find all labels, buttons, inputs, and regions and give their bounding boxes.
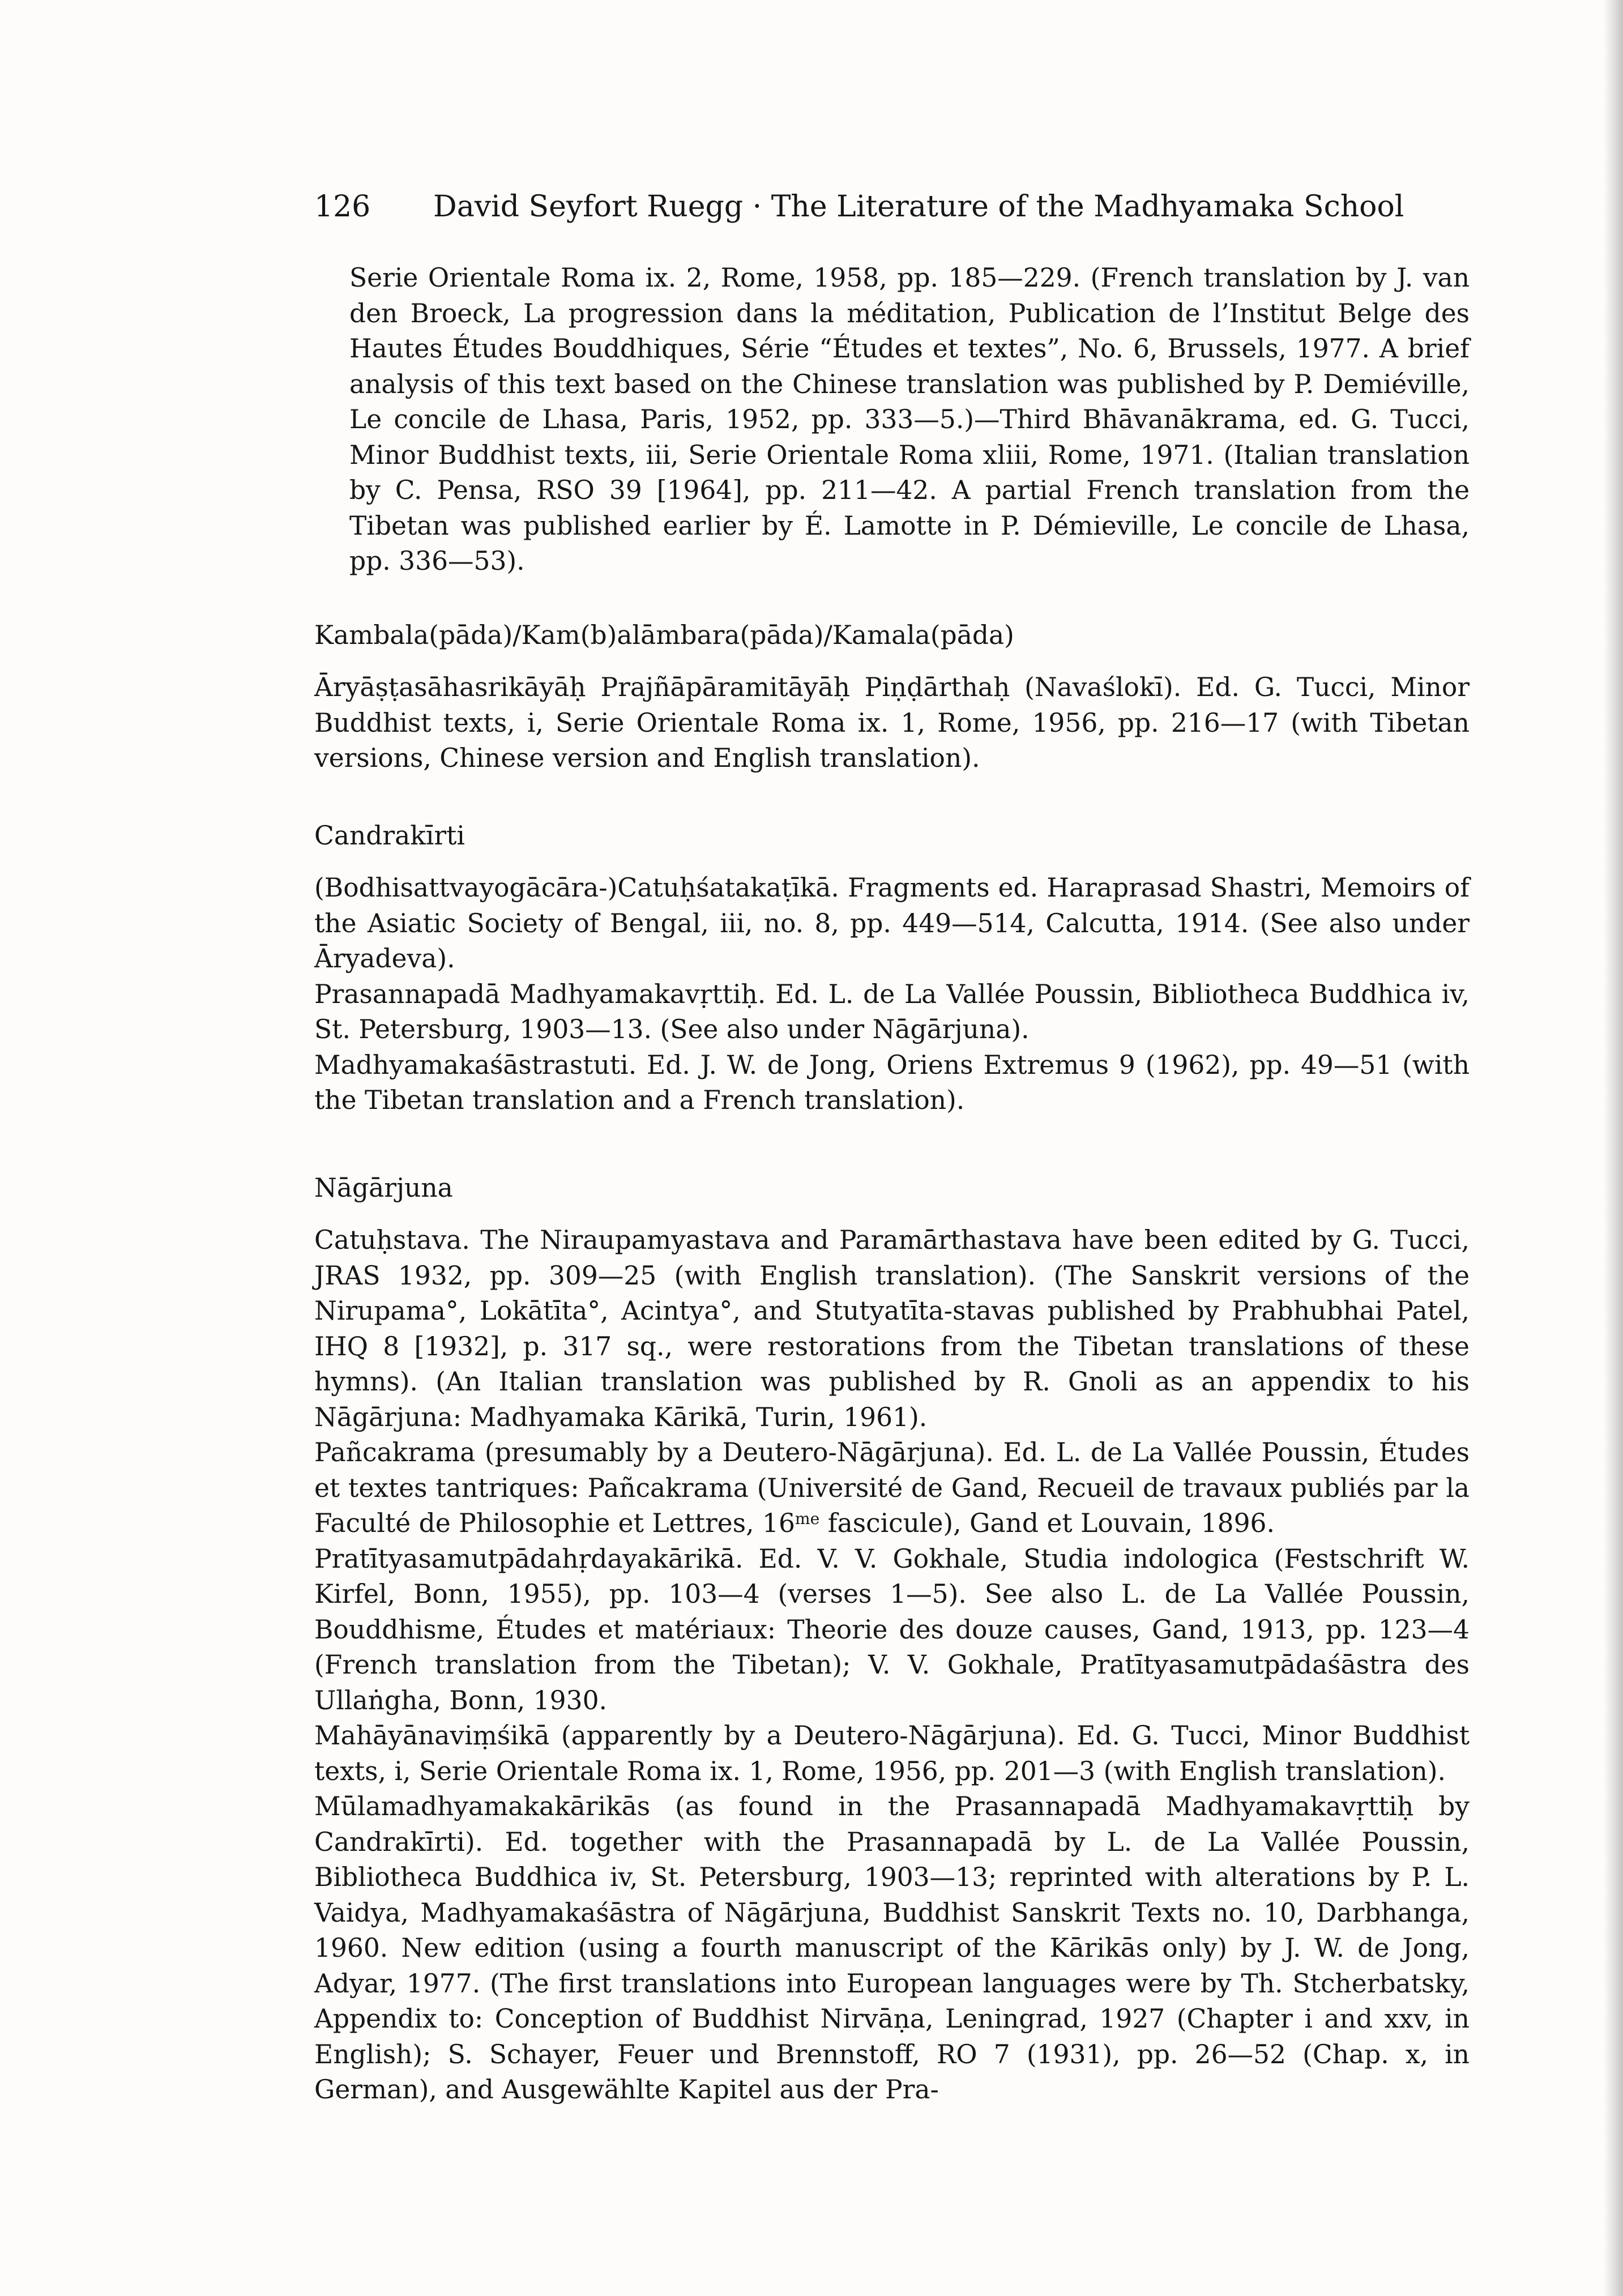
entry-text: Pañcakrama (presumably by a Deutero-Nāgārjuna). Ed. L. de La Vallée Poussin, Études et textes tantriques: Pañcakrama (Université de Gand, Recueil de travaux publiés par la Faculté de Philosophie et Lettres, 16 [314,1437,1470,1538]
page-number: 126 [314,190,371,224]
section-kambala [314,618,1470,776]
superscript: me [795,1509,820,1528]
running-title: David Seyfort Ruegg · The Literature of the Madhyamaka School [433,190,1404,224]
bibliography-entry: Āryāṣṭasāhasrikāyāḥ Prajñāpāramitāyāḥ Piṇḍārthaḥ (Navaślokī). Ed. G. Tucci, Minor Buddhist texts, i, Serie Orientale Roma ix. 1, Rome, 1956, pp. 216—17 (with Tibetan versions, Chinese version and English translation). [314,672,1470,773]
bibliography-entry: Prasannapadā Madhyamakavṛttiḥ. Ed. L. de La Vallée Poussin, Bibliotheca Buddhica iv, St. Petersburg, 1903—13. (See also under Nāgārjuna). [314,979,1470,1044]
running-head [314,187,1436,227]
bibliography-entry: Madhyamakaśāstrastuti. Ed. J. W. de Jong, Oriens Extremus 9 (1962), pp. 49—51 (with the Tibetan translation and a French translation). [314,1049,1470,1115]
bibliography-entry: (Bodhisattvayogācāra-)Catuḥśatakaṭīkā. Fragments ed. Haraprasad Shastri, Memoirs of the Asiatic Society of Bengal, iii, no. 8, pp. 449—514, Calcutta, 1914. (See also under Āryadeva). [314,873,1470,974]
bibliography-entry: Catuḥstava. The Niraupamyastava and Paramārthastava have been edited by G. Tucci, JRAS 1932, pp. 309—25 (with English translation). (The Sanskrit versions of the Nirupama°, Lokātīta°, Acintya°, and Stutyatīta-stavas published by Prabhubhai Patel, IHQ 8 [1932], p. 317 sq., were restorations from the Tibetan translations of these hymns). (An Italian translation was published by R. Gnoli as an appendix to his Nāgārjuna: Madhyamaka Kārikā, Turin, 1961). [314,1225,1470,1432]
bibliography-entry: Pratītyasamutpādahṛdayakārikā. Ed. V. V. Gokhale, Studia indologica (Festschrift W. Kirfel, Bonn, 1955), pp. 103—4 (verses 1—5). See also L. de La Vallée Poussin, Bouddhisme, Études et matériaux: Theorie des douze causes, Gand, 1913, pp. 123—4 (French translation from the Tibetan); V. V. Gokhale, Pratītyasamutpādaśāstra des Ullaṅgha, Bonn, 1930. [314,1543,1470,1715]
author-heading: Nāgārjuna [314,1172,453,1203]
continued-entry: Serie Orientale Roma ix. 2, Rome, 1958, pp. 185—229. (French translation by J. van den Broeck, La progression dans la méditation, Publication de l’Institut Belge des Hautes Études Bouddhiques, Série “Études et textes”, No. 6, Brussels, 1977. A brief analysis of this text based on the Chinese translation was published by P. Demiéville, Le concile de Lhasa, Paris, 1952, pp. 333—5.)—Third Bhāvanākrama, ed. G. Tucci, Minor Buddhist texts, iii, Serie Orientale Roma xliii, Rome, 1971. (Italian translation by C. Pensa, RSO 39 [1964], pp. 211—42. A partial French translation from the Tibetan was published earlier by É. Lamotte in P. Démieville, Le concile de Lhasa, pp. 336—53). [349,263,1470,576]
section-nagarjuna [314,1171,1470,2108]
bibliography-entry: Mahāyānaviṃśikā (apparently by a Deutero-Nāgārjuna). Ed. G. Tucci, Minor Buddhist texts, i, Serie Orientale Roma ix. 1, Rome, 1956, pp. 201—3 (with English translation). [314,1721,1470,1786]
entry-text-tail: fascicule), Gand et Louvain, 1896. [819,1508,1275,1538]
author-heading: Kambala(pāda)/Kam(b)alāmbara(pāda)/Kamala(pāda) [314,620,1014,650]
bibliography-body [314,261,1470,2108]
section-candrakirti [314,818,1470,1119]
bibliography-entry [314,1435,1470,1542]
author-heading: Candrakīrti [314,820,465,851]
bibliography-entry: Mūlamadhyamakakārikās (as found in the Prasannapadā Madhyamakavṛttiḥ by Candrakīrti). Ed. together with the Prasannapadā by L. de La Vallée Poussin, Bibliotheca Buddhica iv, St. Petersburg, 1903—13; reprinted with alterations by P. L. Vaidya, Madhyamakaśāstra of Nāgārjuna, Buddhist Sanskrit Texts no. 10, Darbhanga, 1960. New edition (using a fourth manuscript of the Kārikās only) by J. W. de Jong, Adyar, 1977. (The first translations into European languages were by Th. Stcherbatsky, Appendix to: Conception of Buddhist Nirvāṇa, Leningrad, 1927 (Chapter i and xxv, in English); S. Schayer, Feuer und Brennstoff, RO 7 (1931), pp. 26—52 (Chap. x, in German), and Ausgewählte Kapitel aus der Pra- [314,1791,1470,2105]
